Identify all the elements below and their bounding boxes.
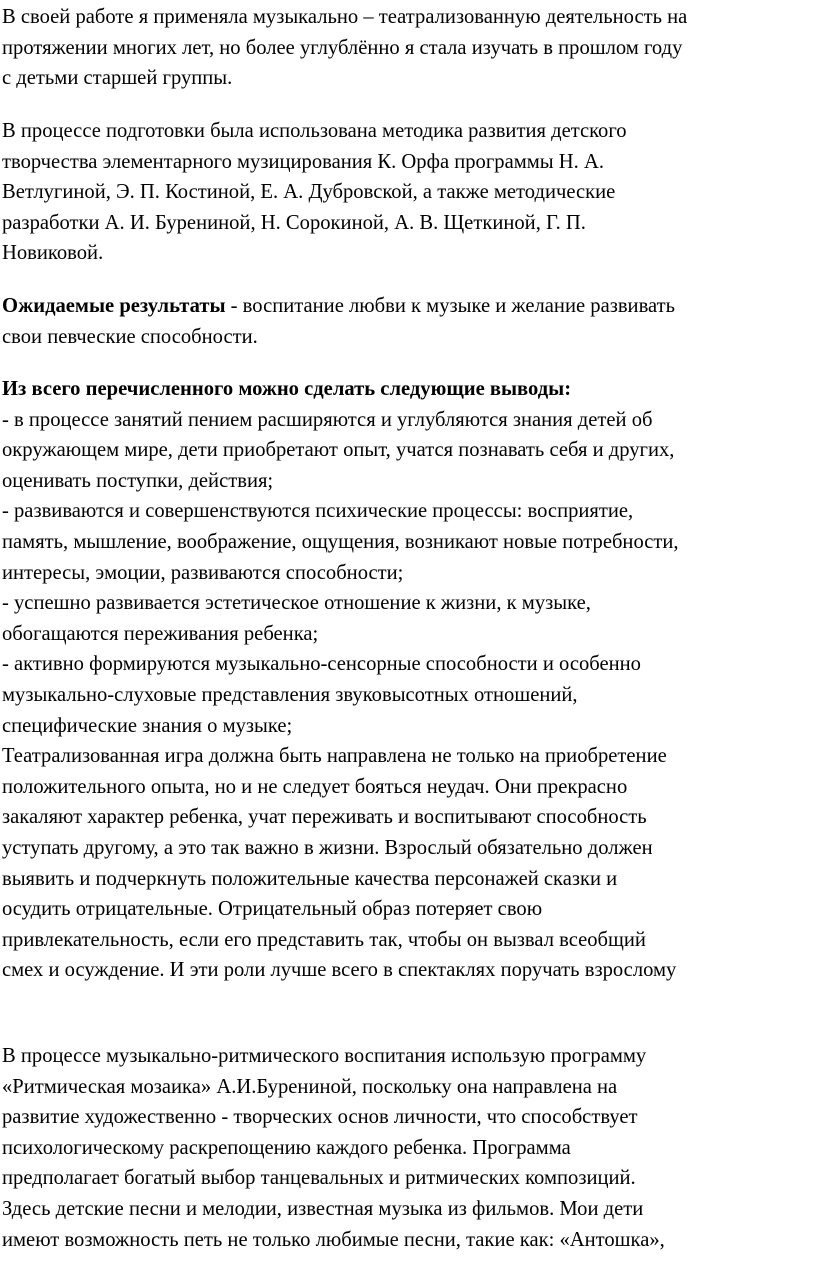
text-line: Театрализованная игра должна быть направлена не только на приобретение (2, 745, 667, 768)
paragraph-expected-results (0, 291, 675, 352)
text-line: уступать другому, а это так важно в жизни. Взрослый обязательно должен (2, 836, 653, 859)
text-line: закаляют характер ребенка, учат переживать и воспитывают способность (2, 806, 647, 829)
text-line: предполагает богатый выбор танцевальных и ритмических композиций. (2, 1167, 636, 1190)
text-line: протяжении многих лет, но более углублённо я стала изучать в прошлом году (2, 36, 683, 59)
paragraph-rhythmic-program (0, 1041, 665, 1255)
text-line: Ветлугиной, Э. П. Костиной, Е. А. Дубровской, а также методические (2, 181, 616, 204)
text-line: Здесь детские песни и мелодии, известная музыка из фильмов. Мои дети (2, 1197, 644, 1220)
text-line: интересы, эмоции, развиваются способности; (2, 561, 404, 584)
text-line: имеют возможность петь не только любимые песни, такие как: «Антошка», (2, 1228, 665, 1251)
text-line: осудить отрицательные. Отрицательный образ потеряет свою (2, 898, 543, 921)
paragraph-intro (0, 2, 687, 94)
paragraph-methods (0, 116, 627, 269)
expected-results-label: Ожидаемые результаты (2, 295, 226, 317)
text-line: психологическому раскрепощению каждого ребенка. Программа (2, 1136, 571, 1159)
text-line: окружающем мире, дети приобретают опыт, учатся познавать себя и других, (2, 439, 675, 462)
text-line: музыкально-слуховые представления звуковысотных отношений, (2, 683, 578, 706)
text-line: творчества элементарного музицирования К. Орфа программы Н. А. (2, 150, 604, 173)
paragraph-conclusions (0, 374, 679, 986)
text-line: смех и осуждение. И эти роли лучше всего в спектаклях поручать взрослому (2, 959, 677, 982)
text-line: - активно формируются музыкально-сенсорные способности и особенно (2, 653, 641, 676)
conclusions-heading: Из всего перечисленного можно сделать следующие выводы: (2, 378, 572, 400)
text-line: оценивать поступки, действия; (2, 469, 274, 492)
text-line: обогащаются переживания ребенка; (2, 622, 319, 645)
text-line: специфические знания о музыке; (2, 714, 293, 737)
text-line: положительного опыта, но и не следует бояться неудач. Они прекрасно (2, 775, 628, 798)
text-line: развитие художественно - творческих основ личности, что способствует (2, 1106, 638, 1129)
text-line: В своей работе я применяла музыкально – театрализованную деятельность на (2, 6, 688, 28)
text-line: выявить и подчеркнуть положительные качества персонажей сказки и (2, 867, 618, 890)
text-line: В процессе подготовки была использована методика развития детского (2, 120, 627, 142)
text-line: привлекательность, если его представить так, чтобы он вызвал всеобщий (2, 928, 646, 951)
expected-results-text: - воспитание любви к музыке и желание развивать (225, 295, 676, 317)
text-line: Новиковой. (2, 242, 104, 265)
text-line: - успешно развивается эстетическое отношение к жизни, к музыке, (2, 592, 591, 615)
text-line: разработки А. И. Бурениной, Н. Сорокиной, А. В. Щеткиной, Г. П. (2, 211, 586, 234)
text-line: - в процессе занятий пением расширяются и углубляются знания детей об (2, 408, 653, 431)
text-line: «Ритмическая мозаика» А.И.Бурениной, поскольку она направлена на (2, 1075, 618, 1098)
text-line: В процессе музыкально-ритмического воспитания использую программу (2, 1045, 647, 1067)
text-line: - развиваются и совершенствуются психические процессы: восприятие, (2, 500, 634, 523)
text-line (2, 291, 675, 322)
text-line: свои певческие способности. (2, 325, 258, 348)
text-line: с детьми старшей группы. (2, 67, 233, 90)
text-line: память, мышление, воображение, ощущения, возникают новые потребности, (2, 530, 679, 553)
